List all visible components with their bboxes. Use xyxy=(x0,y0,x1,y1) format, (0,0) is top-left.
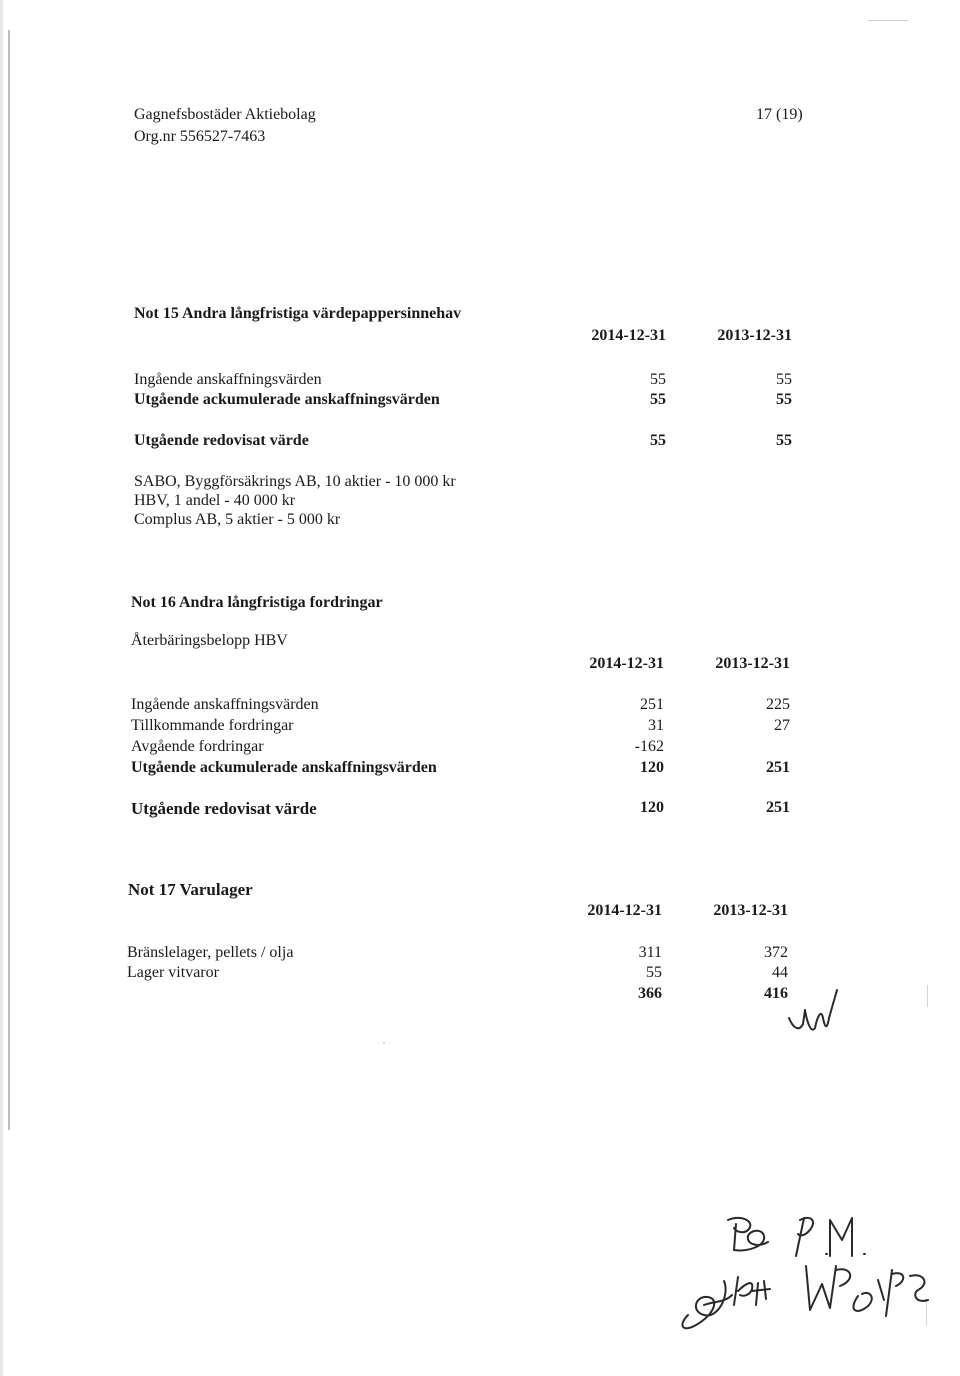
note17-row-value: 55 xyxy=(646,964,662,981)
note16-row-value: 225 xyxy=(766,696,790,713)
note17-total-value: 366 xyxy=(638,985,662,1002)
note15-row-value: 55 xyxy=(650,391,666,408)
note17-row-label: Lager vitvaror xyxy=(127,964,219,981)
handwritten-initials xyxy=(785,988,845,1048)
note16-result-value: 251 xyxy=(766,799,790,816)
note17-col2-header: 2013-12-31 xyxy=(713,902,788,919)
note15-result-value: 55 xyxy=(650,432,666,449)
company-name: Gagnefsbostäder Aktiebolag xyxy=(134,106,316,123)
note15-row-value: 55 xyxy=(650,371,666,388)
note15-result-value: 55 xyxy=(776,432,792,449)
note16-row-value: 120 xyxy=(640,759,664,776)
note15-holding: SABO, Byggförsäkrings AB, 10 aktier - 10 000 kr xyxy=(134,473,456,490)
note16-result-label: Utgående redovisat värde xyxy=(131,799,317,818)
note15-col1-header: 2014-12-31 xyxy=(591,327,666,344)
note15-row-label: Ingående anskaffningsvärden xyxy=(134,371,322,388)
note15-holding: HBV, 1 andel - 40 000 kr xyxy=(134,492,296,509)
note17-col1-header: 2014-12-31 xyxy=(587,902,662,919)
note16-row-value: 251 xyxy=(766,759,790,776)
note16-row-label: Ingående anskaffningsvärden xyxy=(131,696,319,713)
note15-col2-header: 2013-12-31 xyxy=(717,327,792,344)
note17-row-label: Bränslelager, pellets / olja xyxy=(127,944,294,961)
note15-row-label: Utgående ackumulerade anskaffningsvärden xyxy=(134,391,440,408)
scan-speck xyxy=(383,1042,385,1044)
note17-row-value: 311 xyxy=(638,944,662,961)
note16-col1-header: 2014-12-31 xyxy=(589,655,664,672)
note15-row-value: 55 xyxy=(776,371,792,388)
note15-row-value: 55 xyxy=(776,391,792,408)
note16-col2-header: 2013-12-31 xyxy=(715,655,790,672)
handwritten-signature xyxy=(800,1260,940,1320)
note15-holding: Complus AB, 5 aktier - 5 000 kr xyxy=(134,511,341,528)
note15-result-label: Utgående redovisat värde xyxy=(134,432,309,449)
note16-row-value: 251 xyxy=(640,696,664,713)
scan-mark xyxy=(868,20,908,21)
note16-title: Not 16 Andra långfristiga fordringar xyxy=(131,594,383,611)
note17-row-value: 44 xyxy=(772,964,788,981)
handwritten-initials xyxy=(790,1210,880,1260)
note16-row-value: 31 xyxy=(648,717,664,734)
page-number: 17 (19) xyxy=(756,106,803,123)
scan-edge-line xyxy=(8,30,10,1130)
note16-row-label: Tillkommande fordringar xyxy=(131,717,294,734)
note17-total-value: 416 xyxy=(764,985,788,1002)
note16-result-value: 120 xyxy=(640,799,664,816)
handwritten-monogram xyxy=(722,1212,774,1254)
scan-mark xyxy=(927,985,928,1007)
org-number: Org.nr 556527-7463 xyxy=(134,128,266,145)
note16-subtitle: Återbäringsbelopp HBV xyxy=(131,632,288,649)
note16-row-value: 27 xyxy=(774,717,790,734)
handwritten-signature xyxy=(674,1255,784,1335)
note15-title: Not 15 Andra långfristiga värdepappersinnehav xyxy=(134,305,462,322)
note17-row-value: 372 xyxy=(764,944,788,961)
note16-row-label: Utgående ackumulerade anskaffningsvärden xyxy=(131,759,437,776)
note17-title: Not 17 Varulager xyxy=(128,880,253,899)
note16-row-label: Avgående fordringar xyxy=(131,738,264,755)
scan-edge xyxy=(0,0,3,1376)
note16-row-value: -162 xyxy=(634,738,664,755)
